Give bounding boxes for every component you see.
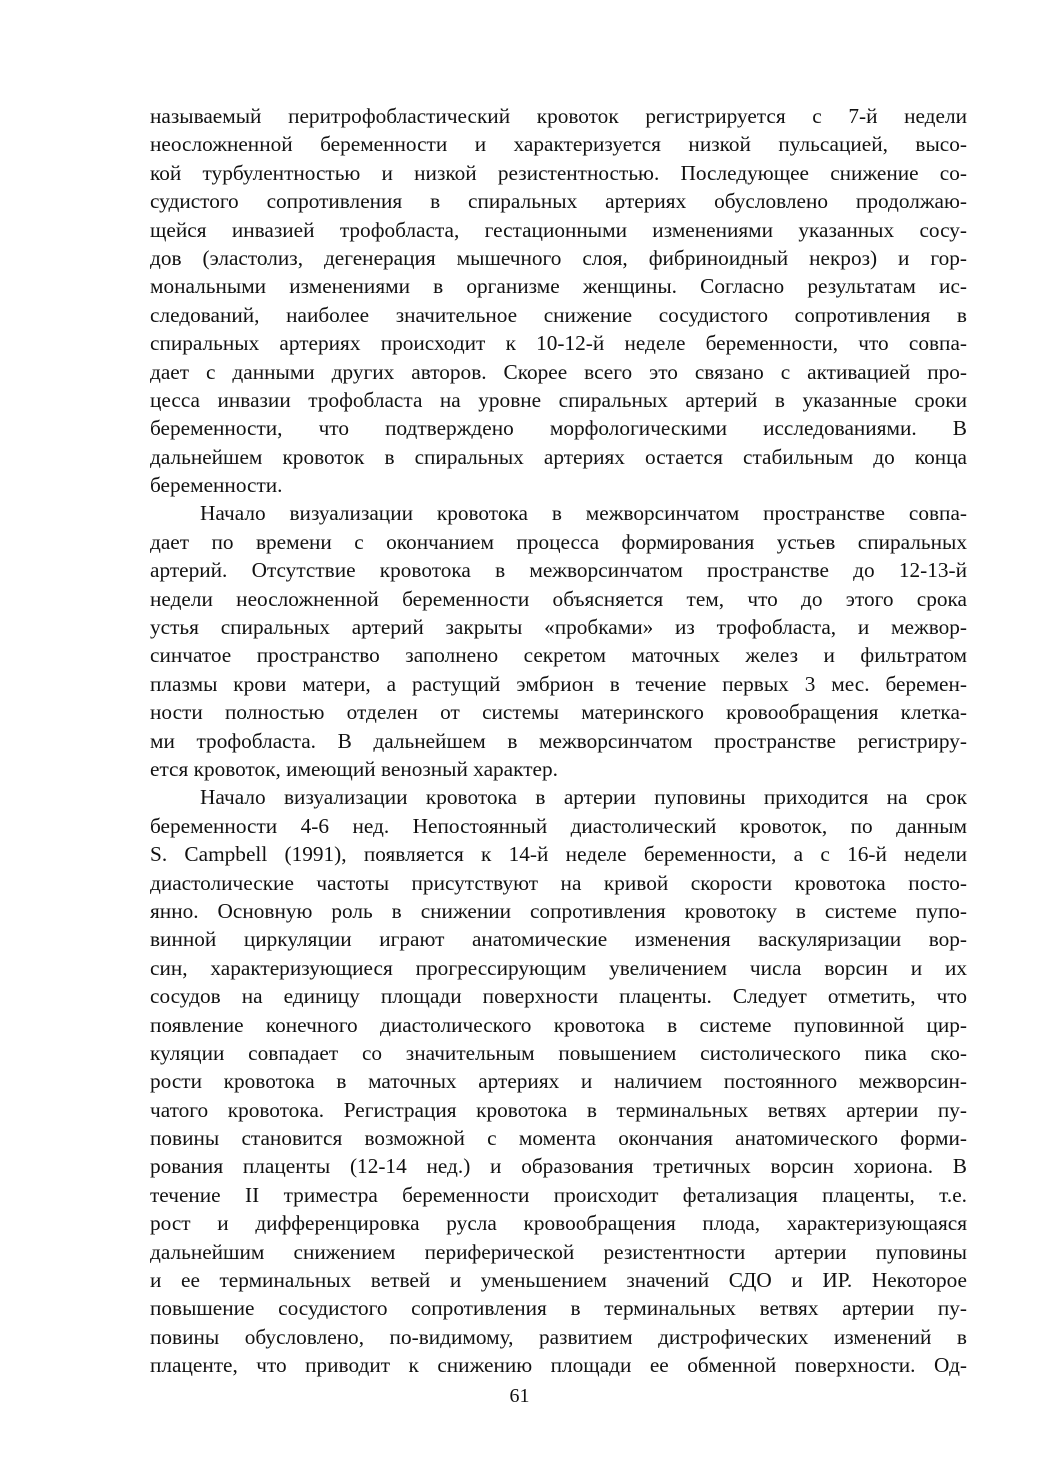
text-line: устья спиральных артерий закрыты «пробками» из трофобласта, и межвор- (150, 615, 967, 640)
text-line: щейся инвазией трофобласта, гестационными изменениями указанных сосу- (150, 217, 967, 242)
text-line: повины обусловлено, по-видимому, развитием дистрофических изменений в (150, 1324, 967, 1349)
text-line: беременности. (150, 473, 283, 498)
text-line: рост и дифференцировка русла кровообращения плода, характеризующаяся (150, 1211, 967, 1236)
text-line: син, характеризующиеся прогрессирующим увеличением числа ворсин и их (150, 955, 967, 980)
text-line: S. Campbell (1991), появляется к 14-й неделе беременности, а с 16-й недели (150, 842, 967, 867)
text-line: рования плаценты (12-14 нед.) и образования третичных ворсин хориона. В (150, 1154, 967, 1179)
text-line: артерий. Отсутствие кровотока в межворсинчатом пространстве до 12-13-й (150, 558, 967, 583)
text-line: винной циркуляции играют анатомические изменения васкуляризации вор- (150, 927, 967, 952)
text-line: следований, наиболее значительное снижение сосудистого сопротивления в (150, 302, 967, 327)
paragraph-first-line: Начало визуализации кровотока в артерии пуповины приходится на срок (200, 785, 967, 810)
text-line: беременности, что подтверждено морфологическими исследованиями. В (150, 416, 967, 441)
text-line: янно. Основную роль в снижении сопротивления кровотоку в системе пупо- (150, 898, 967, 923)
text-line: беременности 4-6 нед. Непостоянный диастолический кровоток, по данным (150, 813, 967, 838)
text-line: чатого кровотока. Регистрация кровотока в терминальных ветвях артерии пу- (150, 1097, 967, 1122)
text-line: течение II триместра беременности происходит фетализация плаценты, т.е. (150, 1182, 967, 1207)
text-line: диастолические частоты присутствуют на кривой скорости кровотока посто- (150, 870, 967, 895)
text-line: плазмы крови матери, а растущий эмбрион в течение первых 3 мес. беремен- (150, 671, 967, 696)
text-line: мональными изменениями в организме женщины. Согласно результатам ис- (150, 274, 967, 299)
text-line: дает по времени с окончанием процесса формирования устьев спиральных (150, 529, 967, 554)
text-line: сосудов на единицу площади поверхности плаценты. Следует отметить, что (150, 984, 967, 1009)
text-line: ми трофобласта. В дальнейшем в межворсинчатом пространстве регистриру- (150, 728, 967, 753)
body-text (150, 102, 967, 1380)
text-line: куляции совпадает со значительным повышением систолического пика ско- (150, 1040, 967, 1065)
text-line: называемый перитрофобластический кровоток регистрируется с 7-й недели (150, 104, 967, 128)
text-line: ности полностью отделен от системы материнского кровообращения клетка- (150, 700, 967, 725)
text-line: спиральных артериях происходит к 10-12-й неделе беременности, что совпа- (150, 331, 967, 356)
text-line: кой турбулентностью и низкой резистентностью. Последующее снижение со- (150, 160, 967, 185)
text-line: рости кровотока в маточных артериях и наличием постоянного межворсин- (150, 1069, 967, 1094)
text-line: ется кровоток, имеющий венозный характер. (150, 756, 558, 781)
page-number: 61 (509, 1385, 530, 1407)
text-line: повины становится возможной с момента окончания анатомического форми- (150, 1126, 967, 1151)
text-line: неосложненной беременности и характеризуется низкой пульсацией, высо- (150, 132, 967, 157)
text-line: синчатое пространство заполнено секретом маточных желез и фильтратом (150, 643, 967, 668)
text-line: дальнейшем кровоток в спиральных артериях остается стабильным до конца (150, 444, 967, 469)
text-line: цесса инвазии трофобласта на уровне спиральных артерий в указанные сроки (150, 387, 967, 412)
text-line: дов (эластолиз, дегенерация мышечного слоя, фибриноидный некроз) и гор- (150, 245, 967, 270)
text-line: дает с данными других авторов. Скорее всего это связано с активацией про- (150, 359, 967, 384)
text-line: дальнейшим снижением периферической резистентности артерии пуповины (150, 1239, 967, 1264)
paragraph-first-line: Начало визуализации кровотока в межворсинчатом пространстве совпа- (200, 501, 967, 526)
text-line: и ее терминальных ветвей и уменьшением значений СДО и ИР. Некоторое (150, 1268, 967, 1293)
text-line: судистого сопротивления в спиральных артериях обусловлено продолжаю- (150, 189, 967, 214)
text-line: появление конечного диастолического кровотока в системе пуповинной цир- (150, 1012, 967, 1037)
text-line: повышение сосудистого сопротивления в терминальных ветвях артерии пу- (150, 1296, 967, 1321)
text-line: недели неосложненной беременности объясняется тем, что до этого срока (150, 586, 967, 611)
text-line: плаценте, что приводит к снижению площади ее обменной поверхности. Од- (150, 1353, 967, 1378)
